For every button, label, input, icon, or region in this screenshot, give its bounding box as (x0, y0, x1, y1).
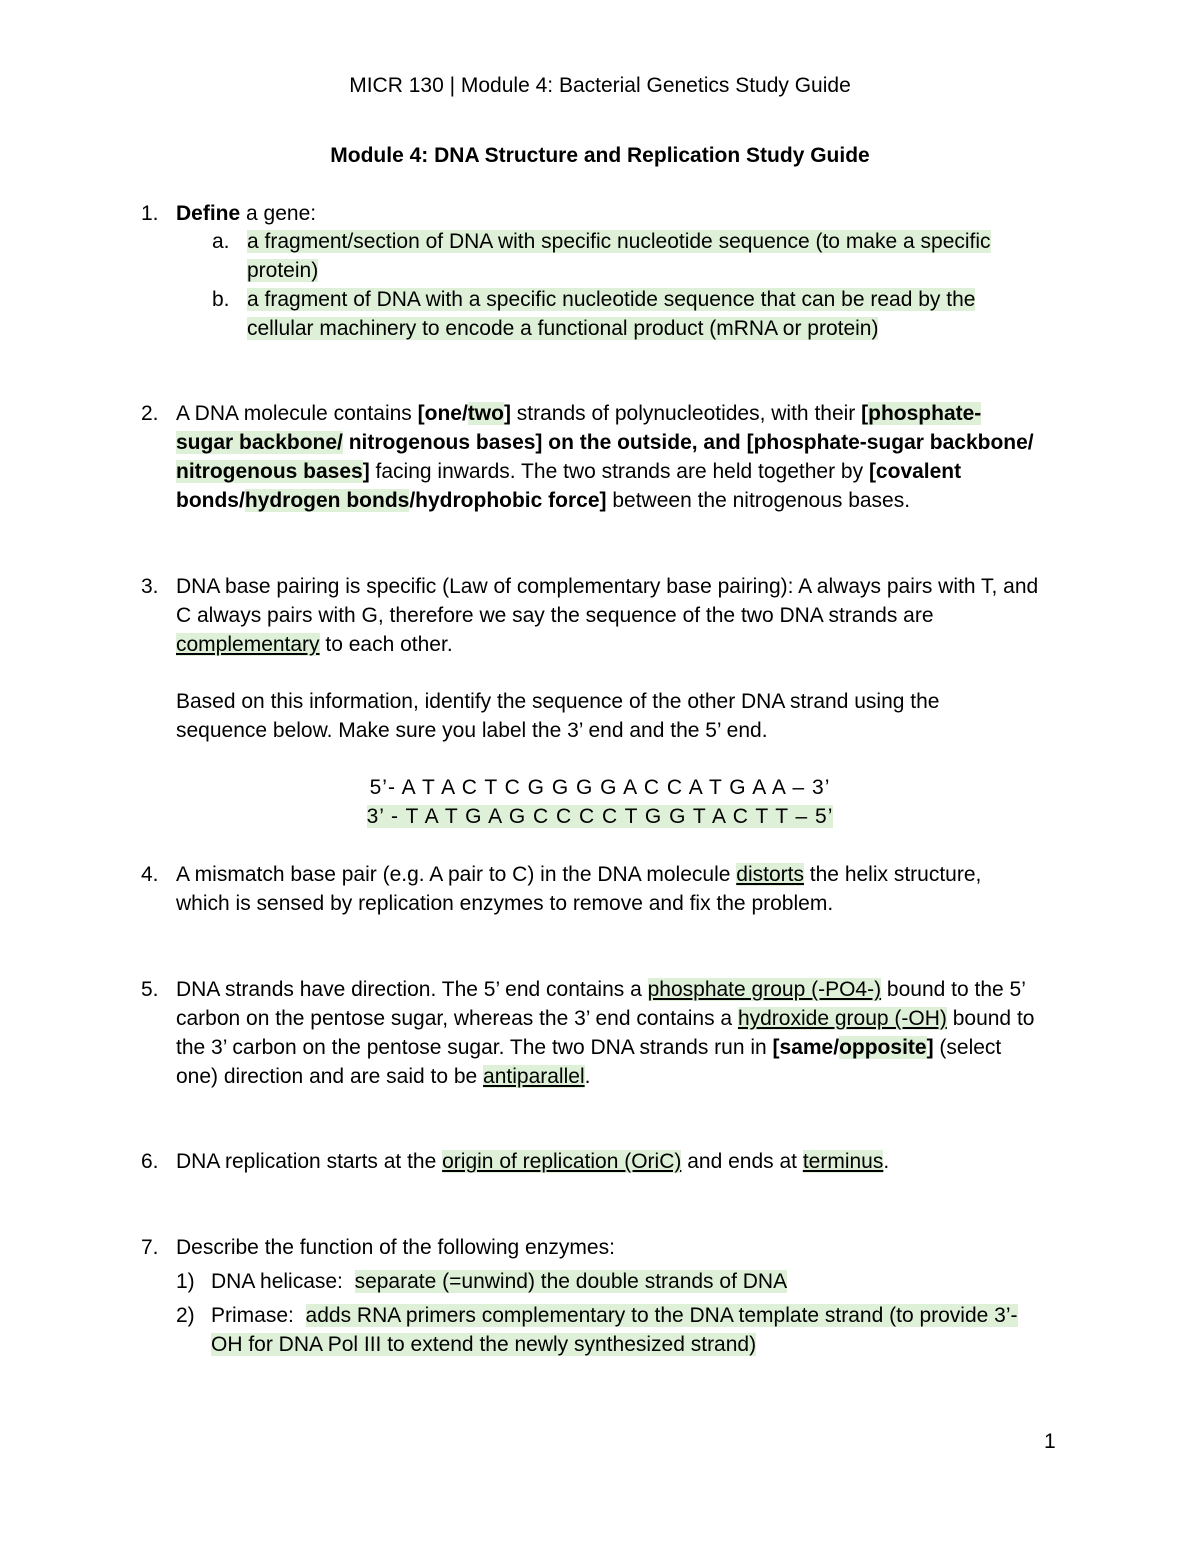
q2-line2 (176, 429, 1034, 457)
q5-text: (select (933, 1036, 1002, 1059)
q7-item1 (211, 1268, 787, 1296)
q6-line1 (176, 1148, 889, 1176)
q3-para2-line2: sequence below. Make sure you label the 3’ end and the 5’ end. (176, 719, 768, 742)
sequence-answer-text: 3’ - T A T G A G C C C C T G G T A C T T – 5’ (366, 805, 834, 828)
q5-answer-hydroxide: hydroxide group (-OH) (737, 1007, 947, 1030)
q4-line2: which is sensed by replication enzymes to remove and fix the problem. (176, 892, 834, 915)
q2-answer-backbone: phosphate- (868, 402, 982, 425)
q1-number: 1. (141, 202, 159, 225)
q7-item2-answer-line1: adds RNA primers complementary to the DNA template strand (to provide 3’- (305, 1304, 1018, 1327)
q1b-marker: b. (212, 288, 230, 311)
q1a-marker: a. (212, 230, 230, 253)
q4-line1 (176, 861, 981, 889)
q2-choice: bonds/ (176, 489, 245, 512)
q2-line3 (176, 458, 961, 486)
q1b-answer-line2: cellular machinery to encode a functional product (mRNA or protein) (247, 317, 879, 340)
q2-choice: /hydrophobic force] (409, 489, 607, 512)
sequence-answer (0, 803, 1200, 831)
q2-line1 (176, 400, 981, 428)
q5-line3 (176, 1034, 1001, 1062)
q5-choice-close: ] (926, 1036, 934, 1059)
q2-text: strands of polynucleotides, with their (510, 402, 862, 425)
q5-line1 (176, 976, 1026, 1004)
q5-text: bound to the 5’ (881, 978, 1026, 1001)
q6-text: and ends at (681, 1150, 803, 1173)
q2-text: between the nitrogenous bases. (606, 489, 911, 512)
q1-rest: a gene: (240, 202, 317, 225)
q4-number: 4. (141, 863, 159, 886)
q2-answer-two: two (467, 402, 504, 425)
q3-answer-complementary: complementary (176, 633, 320, 656)
q5-answer-antiparallel: antiparallel (483, 1065, 585, 1088)
q2-text: A DNA molecule contains (176, 402, 418, 425)
q3-line1: DNA base pairing is specific (Law of complementary base pairing): A always pairs with T, and (176, 575, 1039, 598)
q5-line2 (176, 1005, 1034, 1033)
q5-text: bound to (946, 1007, 1035, 1030)
q5-text: . (584, 1065, 591, 1088)
q2-answer-bases: nitrogenous bases (176, 460, 363, 483)
q2-choice: [covalent (868, 460, 962, 483)
q1a-line1 (247, 228, 991, 256)
q2-number: 2. (141, 402, 159, 425)
q6-number: 6. (141, 1150, 159, 1173)
q5-text: one) direction and are said to be (176, 1065, 484, 1088)
q3-line3 (176, 631, 453, 659)
q7-item1-answer: separate (=unwind) the double strands of DNA (354, 1270, 788, 1293)
q7-item1-number: 1) (176, 1270, 195, 1293)
q2-answer-hydrogen: hydrogen bonds (244, 489, 410, 512)
q1a-answer-line2: protein) (247, 259, 319, 282)
q5-choice: [same/ (772, 1036, 840, 1059)
q5-text: DNA strands have direction. The 5’ end contains a (176, 978, 648, 1001)
q2-text: on the outside, and [phosphate-sugar backbone/ (542, 431, 1034, 454)
q2-choice-close: ] (503, 402, 511, 425)
q3-number: 3. (141, 575, 159, 598)
q4-text: A mismatch base pair (e.g. A pair to C) in the DNA molecule (176, 863, 737, 886)
q7-intro: Describe the function of the following enzymes: (176, 1236, 615, 1259)
q1b-line2 (247, 315, 878, 343)
q5-answer-opposite: opposite (839, 1036, 927, 1059)
q4-answer-distorts: distorts (736, 863, 804, 886)
q6-text: . (883, 1150, 890, 1173)
q5-line4 (176, 1063, 590, 1091)
q2-bracket: [ (861, 402, 869, 425)
q7-item1-label: DNA helicase: (211, 1270, 355, 1293)
q3-para2-line1: Based on this information, identify the sequence of the other DNA strand using the (176, 690, 940, 713)
q5-answer-phosphate: phosphate group (-PO4-) (647, 978, 882, 1001)
q7-item2-number: 2) (176, 1304, 195, 1327)
q7-number: 7. (141, 1236, 159, 1259)
q5-text: the 3’ carbon on the pentose sugar. The two DNA strands run in (176, 1036, 773, 1059)
q1-bold: Define (176, 202, 241, 225)
q6-answer-oric: origin of replication (OriC) (442, 1150, 682, 1173)
q7-item2-line1 (211, 1302, 1018, 1330)
q1b-line1 (247, 286, 975, 314)
q2-bracket: ] (362, 460, 370, 483)
sequence-given: 5’- A T A C T C G G G G A C C A T G A A – 3’ (369, 776, 831, 799)
q5-text: carbon on the pentose sugar, whereas the 3’ end contains a (176, 1007, 738, 1030)
q4-text: the helix structure, (803, 863, 982, 886)
page-title: Module 4: DNA Structure and Replication Study Guide (330, 144, 870, 167)
q5-number: 5. (141, 978, 159, 1001)
q3-line2: C always pairs with G, therefore we say the sequence of the two DNA strands are (176, 604, 934, 627)
q7-item2-label: Primase: (211, 1304, 306, 1327)
q6-answer-terminus: terminus (802, 1150, 884, 1173)
q7-item2-line2 (211, 1331, 756, 1359)
q2-choice: [one/ (417, 402, 468, 425)
q2-text: facing inwards. The two strands are held together by (369, 460, 869, 483)
q2-choice: nitrogenous bases] (342, 431, 543, 454)
page-number: 1 (1044, 1430, 1056, 1453)
q3-text: to each other. (319, 633, 453, 656)
document-header: MICR 130 | Module 4: Bacterial Genetics Study Guide (349, 74, 851, 97)
q2-answer-backbone-cont: sugar backbone/ (176, 431, 343, 454)
q7-item2-answer-line2: OH for DNA Pol III to extend the newly synthesized strand) (211, 1333, 757, 1356)
q1a-line2 (247, 257, 318, 285)
q1a-answer-line1: a fragment/section of DNA with specific nucleotide sequence (to make a specific (247, 230, 991, 253)
q2-line4 (176, 487, 910, 515)
q1-prompt (176, 200, 316, 228)
q6-text: DNA replication starts at the (176, 1150, 443, 1173)
q1b-answer-line1: a fragment of DNA with a specific nucleotide sequence that can be read by the (247, 288, 976, 311)
